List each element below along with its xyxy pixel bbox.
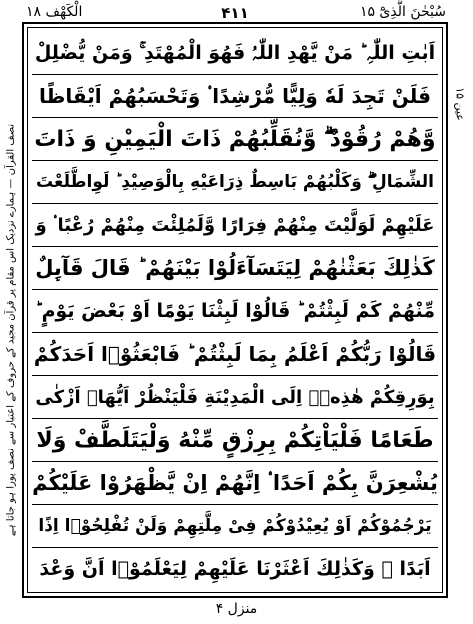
margin-note-text: نصف القرآن — ہمارے نزدیک اس مقام پر قرآن مجید کے حروف کے اعتبار سے نصف پورا ہو جاتا ہے — [5, 123, 17, 537]
ruku-marker: عین ۱۵ — [453, 87, 467, 121]
verse-line-2: فَلَنْ تَجِدَ لَهٗ وَلِیًّا مُّرْشِدًا ۟ وَتَحْسَبُهُمْ اَیْقَاظًا — [32, 75, 438, 118]
verse-line-3: وَّهُمْ رُقُوْدٌ ۖۗ وَّنُقَلِّبُهُمْ ذَاتَ الْیَمِیْنِ وَ ذَاتَ — [32, 118, 438, 161]
left-margin-note — [2, 70, 20, 590]
verse-lines — [32, 32, 438, 590]
right-margin-note — [451, 84, 469, 124]
verse-line-4: الشِّمَالِ ۖۗ وَكَلْبُهُمْ بَاسِطٌ ذِرَاعَیْهِ بِالْوَصِیْدِ ؕ لَوِاطَّلَعْتَ — [32, 161, 438, 204]
surah-name: الْکَهْف ۱۸ — [26, 4, 83, 20]
verse-line-10: طَعَامًا فَلْیَاْتِكُمْ بِرِزْقٍ مِّنْهُ وَلْیَتَلَطَّفْ وَلَا — [32, 419, 438, 462]
verse-line-6: كَذٰلِكَ بَعَثْنٰهُمْ لِیَتَسَآءَلُوْا بَیْنَهُمْ ؕ قَالَ قَآىِٕلٌ — [32, 247, 438, 290]
manzil-footer: منزل ۴ — [215, 601, 258, 617]
verse-line-1: اَبٰتِ اللّٰہِ ؕ مَنْ یَّهْدِ اللّٰہُ فَهُوَ الْمُهْتَدِ ۚ وَمَنْ یُّضْلِلْ — [32, 32, 438, 75]
verse-line-7: مِّنْهُمْ كَمْ لَبِثْتُمْ ؕ قَالُوْا لَبِثْنَا یَوْمًا اَوْ بَعْضَ یَوْمٍ ؕ — [32, 290, 438, 333]
verse-line-5: عَلَیْهِمْ لَوَلَّیْتَ مِنْهُمْ فِرَارًا وَّلَمُلِئْتَ مِنْهُمْ رُعْبًا ۟ وَ — [32, 204, 438, 247]
juz-name: سُبْحٰنَ الَّذِیْٓ ۱۵ — [359, 4, 446, 20]
verse-line-13: اَبَدًا ۟ وَكَذٰلِكَ اَعْثَرْنَا عَلَیْهِمْ لِیَعْلَمُوْۤا اَنَّ وَعْدَ — [39, 558, 431, 580]
text-frame — [22, 22, 448, 598]
verse-line-9: بِوَرِقِكُمْ هٰذِهٖۤ اِلَى الْمَدِیْنَةِ فَلْیَنْظُرْ اَیُّهَاۤ اَزْكٰى — [32, 376, 438, 419]
page-number: ۴۱۱ — [221, 4, 249, 22]
verse-line-11: یُشْعِرَنَّ بِكُمْ اَحَدًا ۟ اِنَّهُمْ اِنْ یَّظْهَرُوْا عَلَیْكُمْ — [32, 462, 438, 505]
verse-line-12: یَرْجُمُوْكُمْ اَوْ یُعِیْدُوْكُمْ فِیْ مِلَّتِهِمْ وَلَنْ تُفْلِحُوْۤا اِذًا — [32, 505, 438, 548]
page-header — [20, 2, 450, 24]
verse-line-8: قَالُوْا رَبُّكُمْ اَعْلَمُ بِمَا لَبِثْتُمْ ؕ فَابْعَثُوْۤا اَحَدَكُمْ — [32, 333, 438, 376]
